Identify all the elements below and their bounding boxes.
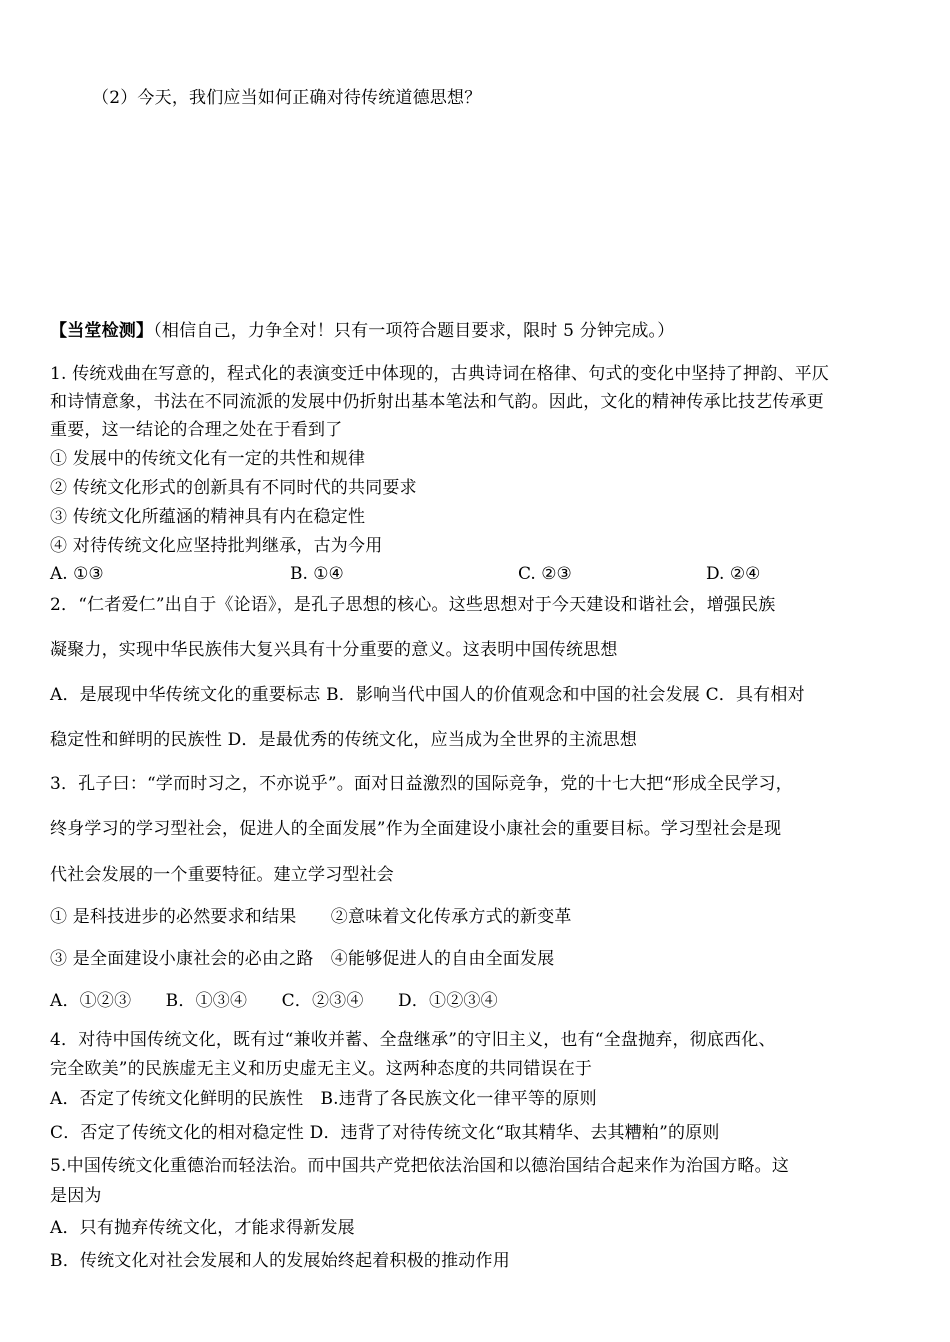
q2-line-1: 2．“仁者爱仁”出自于《论语》，是孔子思想的核心。这些思想对于今天建设和谐社会，增强民族: [50, 595, 776, 615]
q3-line-1: 3．孔子曰：“学而时习之，不亦说乎”。面对日益激烈的国际竞争，党的十七大把“形成全民学习，: [50, 774, 793, 794]
sub-question-2: （2）今天，我们应当如何正确对待传统道德思想？: [92, 88, 482, 108]
q1-option-a: A. ①③: [50, 564, 104, 584]
q5-option-a: A．只有抛弃传统文化，才能求得新发展: [50, 1218, 355, 1238]
q2-line-3: A．是展现中华传统文化的重要标志 B．影响当代中国人的价值观念和中国的社会发展 C．具有相对: [50, 685, 805, 705]
q1-option-d: D. ②④: [706, 564, 761, 584]
q1-line-2: 和诗情意象，书法在不同流派的发展中仍折射出基本笔法和气韵。因此，文化的精神传承比技艺传承更: [50, 392, 824, 412]
q1-statement-3: ③ 传统文化所蕴涵的精神具有内在稳定性: [50, 507, 366, 527]
q1-statement-2: ② 传统文化形式的创新具有不同时代的共同要求: [50, 478, 417, 498]
q3-line-2: 终身学习的学习型社会，促进人的全面发展”作为全面建设小康社会的重要目标。学习型社会是现: [50, 819, 782, 839]
q3-statements-1: ① 是科技进步的必然要求和结果 ②意味着文化传承方式的新变革: [50, 907, 572, 927]
q4-options-ab: A．否定了传统文化鲜明的民族性 B.违背了各民族文化一律平等的原则: [50, 1089, 597, 1109]
section-title: 【当堂检测】: [50, 321, 154, 341]
q5-line-2: 是因为: [50, 1186, 102, 1206]
q1-line-3: 重要，这一结论的合理之处在于看到了: [50, 420, 343, 440]
q1-statement-1: ① 发展中的传统文化有一定的共性和规律: [50, 449, 366, 469]
q5-option-b: B．传统文化对社会发展和人的发展始终起着积极的推动作用: [50, 1251, 510, 1271]
q3-statements-2: ③ 是全面建设小康社会的必由之路 ④能够促进人的自由全面发展: [50, 949, 555, 969]
section-header: [50, 320, 674, 342]
q2-line-2: 凝聚力，实现中华民族伟大复兴具有十分重要的意义。这表明中国传统思想: [50, 640, 618, 660]
q1-option-c: C. ②③: [518, 564, 572, 584]
q2-line-4: 稳定性和鲜明的民族性 D．是最优秀的传统文化，应当成为全世界的主流思想: [50, 730, 638, 750]
q3-options: A．①②③ B．①③④ C．②③④ D．①②③④: [50, 991, 498, 1011]
q4-line-2: 完全欧美”的民族虚无主义和历史虚无主义。这两种态度的共同错误在于: [50, 1059, 593, 1079]
q1-option-b: B. ①④: [290, 564, 344, 584]
q1-line-1: 1. 传统戏曲在写意的，程式化的表演变迁中体现的，古典诗词在格律、句式的变化中坚持了押韵、平仄: [50, 364, 830, 384]
q5-line-1: 5.中国传统文化重德治而轻法治。而中国共产党把依法治国和以德治国结合起来作为治国方略。这: [50, 1156, 790, 1176]
q4-line-1: 4．对待中国传统文化，既有过“兼收并蓄、全盘继承”的守旧主义，也有“全盘抛弃，彻底西化、: [50, 1030, 776, 1050]
q3-line-3: 代社会发展的一个重要特征。建立学习型社会: [50, 865, 394, 885]
q1-statement-4: ④ 对待传统文化应坚持批判继承，古为今用: [50, 536, 383, 556]
q4-options-cd: C．否定了传统文化的相对稳定性 D．违背了对待传统文化“取其精华、去其糟粕”的原则: [50, 1123, 720, 1143]
section-instruction: （相信自己，力争全对！只有一项符合题目要求，限时 5 分钟完成。）: [153, 321, 675, 341]
